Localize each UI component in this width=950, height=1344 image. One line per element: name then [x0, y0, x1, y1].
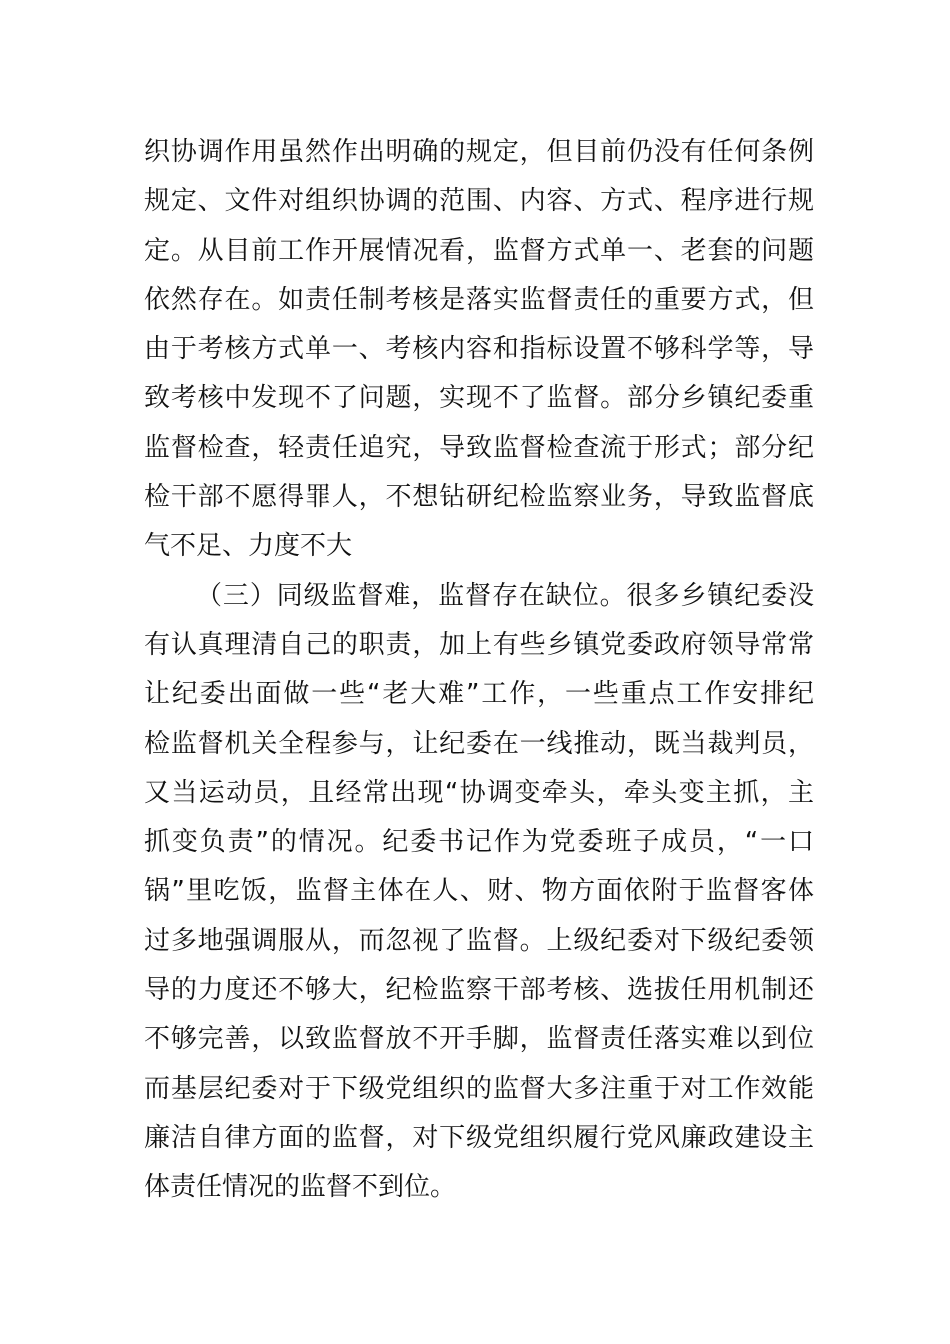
text-line: 检监督机关全程参与，让纪委在一线推动，既当裁判员，: [144, 728, 814, 759]
text-line: 致考核中发现不了问题，实现不了监督。部分乡镇纪委重: [144, 383, 814, 414]
section-heading-line: （三）同级监督难，监督存在缺位。很多乡镇纪委没: [196, 580, 814, 611]
text-line: 规定、文件对组织协调的范围、内容、方式、程序进行规: [144, 186, 814, 217]
text-line: 而基层纪委对于下级党组织的监督大多注重于对工作效能: [144, 1073, 814, 1104]
body-text: [144, 128, 814, 1213]
text-line: 抓变负责”的情况。纪委书记作为党委班子成员，“一口: [144, 827, 814, 858]
text-line: 有认真理清自己的职责，加上有些乡镇党委政府领导常常: [144, 629, 814, 660]
text-line: 检干部不愿得罪人，不想钻研纪检监察业务，导致监督底: [144, 482, 814, 513]
text-line: 体责任情况的监督不到位。: [144, 1172, 457, 1203]
text-line: 监督检查，轻责任追究，导致监督检查流于形式；部分纪: [144, 432, 814, 463]
text-line: 锅”里吃饭，监督主体在人、财、物方面依附于监督客体: [144, 876, 814, 907]
text-line: 让纪委出面做一些“老大难”工作，一些重点工作安排纪: [144, 679, 814, 710]
text-line: 由于考核方式单一、考核内容和指标设置不够科学等，导: [144, 334, 814, 365]
text-line: 导的力度还不够大，纪检监察干部考核、选拔任用机制还: [144, 975, 814, 1006]
text-line: 不够完善，以致监督放不开手脚，监督责任落实难以到位: [144, 1024, 814, 1055]
text-line: 廉洁自律方面的监督，对下级党组织履行党风廉政建设主: [144, 1122, 814, 1153]
text-line: 过多地强调服从，而忽视了监督。上级纪委对下级纪委领: [144, 925, 814, 956]
text-line: 又当运动员，且经常出现“协调变牵头，牵头变主抓，主: [144, 777, 814, 808]
text-line: 定。从目前工作开展情况看，监督方式单一、老套的问题: [144, 235, 814, 266]
text-line: 气不足、力度不大: [144, 531, 353, 562]
text-line: 织协调作用虽然作出明确的规定，但目前仍没有任何条例: [144, 137, 814, 167]
text-line: 依然存在。如责任制考核是落实监督责任的重要方式，但: [144, 284, 814, 315]
